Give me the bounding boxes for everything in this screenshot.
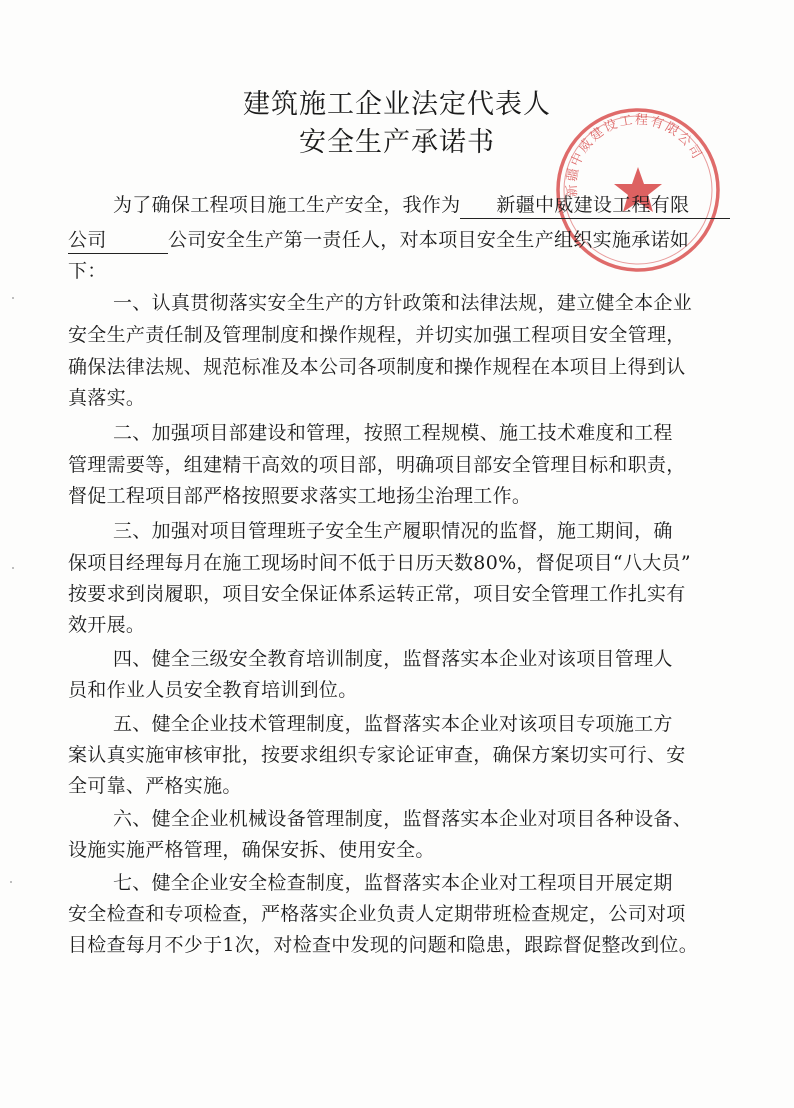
paragraph-2-line: 管理需要等，组建精干高效的项目部，明确项目部安全管理目标和职责， xyxy=(68,454,686,476)
document-title-line-1: 建筑施工企业法定代表人 xyxy=(243,89,551,120)
paragraph-4-line: 员和作业人员安全教育培训到位。 xyxy=(68,679,358,701)
paragraph-1-line: 一、认真贯彻落实安全生产的方针政策和法律法规，建立健全本企业 xyxy=(113,292,693,314)
scan-speck xyxy=(12,567,14,569)
intro-line-3: 下： xyxy=(68,260,107,282)
company-name-continued: 公司 xyxy=(68,227,168,254)
paragraph-1-line: 安全生产责任制及管理制度和操作规程，并切实加强工程项目安全管理， xyxy=(68,324,686,346)
seal-text: 新疆中威建设工程有限公司 xyxy=(564,112,705,198)
intro-prefix: 为了确保工程项目施工生产安全，我作为 xyxy=(113,194,461,216)
paragraph-5-line: 案认真实施审核审批，按要求组织专家论证审查，确保方案切实可行、安 xyxy=(68,744,686,766)
intro-suffix-1: 公司安全生产第一责任人，对本项目安全生产组织实施承诺如 xyxy=(168,229,690,251)
paragraph-6-line: 六、健全企业机械设备管理制度，监督落实本企业对项目各种设备、 xyxy=(113,808,693,830)
paragraph-2-line: 督促工程项目部严格按照要求落实工地扬尘治理工作。 xyxy=(68,485,532,507)
intro-line-2 xyxy=(68,227,718,254)
paragraph-1-line: 确保法律法规、规范标准及本公司各项制度和操作规程在本项目上得到认 xyxy=(68,356,686,378)
paragraph-5-line: 全可靠、严格实施。 xyxy=(68,775,242,797)
intro-line-1 xyxy=(113,192,763,219)
scan-speck xyxy=(10,881,12,883)
paragraph-7-line: 七、健全企业安全检查制度，监督落实本企业对工程项目开展定期 xyxy=(113,872,673,894)
paragraph-3-line: 保项目经理每月在施工现场时间不低于日历天数80%，督促项目“八大员” xyxy=(68,552,691,574)
paragraph-7-line: 安全检查和专项检查，严格落实企业负责人定期带班检查规定，公司对项 xyxy=(68,903,686,925)
paragraph-1-line: 真落实。 xyxy=(68,387,146,409)
paragraph-5-line: 五、健全企业技术管理制度，监督落实本企业对该项目专项施工方 xyxy=(113,713,673,735)
paragraph-2-line: 二、加强项目部建设和管理，按照工程规模、施工技术难度和工程 xyxy=(113,422,673,444)
company-name-field: 新疆中威建设工程有限 xyxy=(460,192,730,219)
paragraph-4-line: 四、健全三级安全教育培训制度，监督落实本企业对该项目管理人 xyxy=(113,648,673,670)
paragraph-3-line: 效开展。 xyxy=(68,614,146,636)
paragraph-7-line: 目检查每月不少于1次，对检查中发现的问题和隐患，跟踪督促整改到位。 xyxy=(68,934,698,956)
scan-speck xyxy=(12,297,14,299)
document-title-line-2: 安全生产承诺书 xyxy=(299,127,495,158)
paragraph-3-line: 按要求到岗履职，项目安全保证体系运转正常，项目安全管理工作扎实有 xyxy=(68,583,686,605)
paragraph-3-line: 三、加强对项目管理班子安全生产履职情况的监督，施工期间，确 xyxy=(113,520,673,542)
paragraph-6-line: 设施实施严格管理，确保安拆、使用安全。 xyxy=(68,839,435,861)
